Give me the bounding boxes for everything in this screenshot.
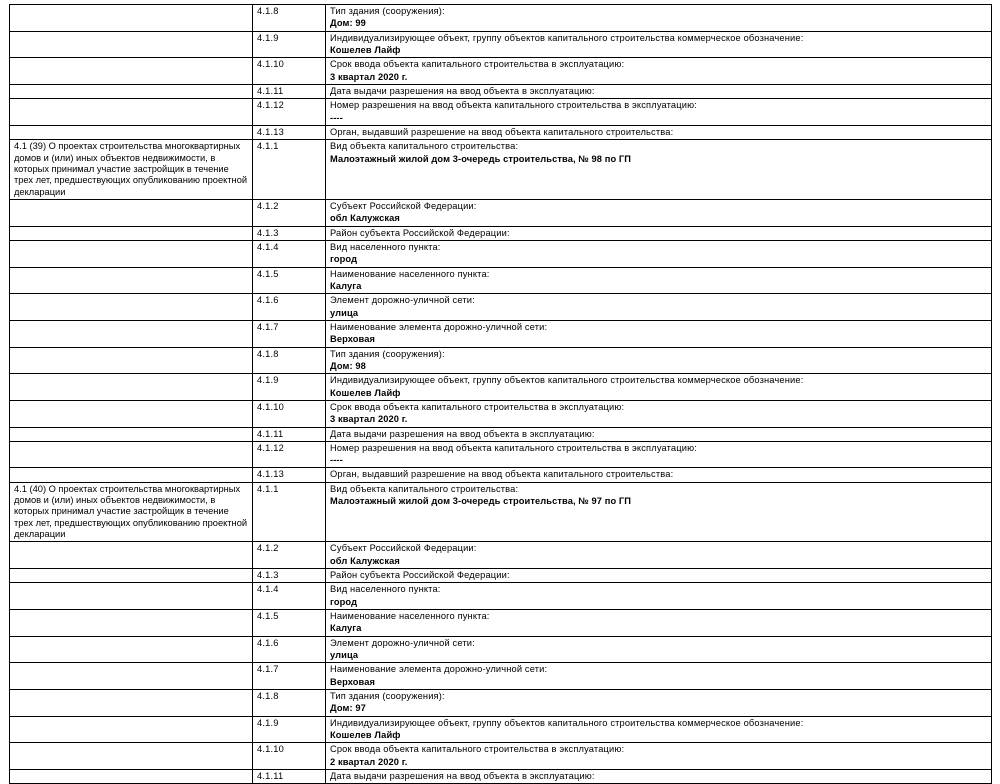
section-empty-cell: [10, 99, 253, 126]
field-value-cell: [326, 636, 992, 663]
table-row: [10, 226, 992, 240]
section-empty-cell: [10, 84, 253, 98]
field-code-cell: 4.1.12: [253, 99, 326, 126]
field-code-cell: 4.1.2: [253, 199, 326, 226]
table-row: [10, 690, 992, 717]
table-row: [10, 58, 992, 85]
field-value-cell: [326, 542, 992, 569]
field-value: Дом: 98: [330, 360, 366, 371]
field-code-cell: 4.1.10: [253, 743, 326, 770]
field-value: обл Калужская: [330, 213, 400, 224]
table-row: [10, 240, 992, 267]
field-value-cell: [326, 716, 992, 743]
field-value-cell: [326, 743, 992, 770]
field-value: ----: [330, 455, 343, 466]
table-row: [10, 427, 992, 441]
section-empty-cell: [10, 569, 253, 583]
field-label: Вид населенного пункта:: [330, 241, 441, 252]
field-label: Срок ввода объекта капитального строительства в эксплуатацию:: [330, 59, 625, 70]
field-label: Индивидуализирующее объект, группу объектов капитального строительства коммерческое обозначение:: [330, 717, 804, 728]
field-value: Верховая: [330, 676, 376, 687]
field-value-cell: [326, 441, 992, 468]
field-value-cell: [326, 125, 992, 139]
field-code-cell: 4.1.5: [253, 610, 326, 637]
field-value: Кошелев Лайф: [330, 44, 401, 55]
table-row: [10, 84, 992, 98]
field-value-cell: [326, 690, 992, 717]
field-value: Калуга: [330, 623, 362, 634]
field-code-cell: 4.1.2: [253, 542, 326, 569]
field-code-cell: 4.1.7: [253, 663, 326, 690]
section-empty-cell: [10, 663, 253, 690]
table-row: [10, 569, 992, 583]
field-value: Малоэтажный жилой дом 3-очередь строительства, № 98 по ГП: [330, 153, 632, 164]
table-row: [10, 5, 992, 32]
field-value: улица: [330, 307, 359, 318]
section-title-cell: 4.1 (40) О проектах строительства многоквартирных домов и (или) иных объектов недвижимости, в которых принимал участие застройщик в течение трех лет, предшествующих опубликованию проектной декларации: [10, 482, 253, 542]
field-value: город: [330, 254, 358, 265]
field-code-cell: 4.1.1: [253, 482, 326, 542]
field-label: Дата выдачи разрешения на ввод объекта в эксплуатацию:: [330, 428, 595, 439]
table-row: [10, 374, 992, 401]
section-empty-cell: [10, 690, 253, 717]
section-empty-cell: [10, 31, 253, 58]
section-empty-cell: [10, 716, 253, 743]
declaration-table-body: [10, 5, 992, 784]
table-row: [10, 31, 992, 58]
field-code-cell: 4.1.11: [253, 770, 326, 784]
field-label: Элемент дорожно-уличной сети:: [330, 637, 475, 648]
field-label: Срок ввода объекта капитального строительства в эксплуатацию:: [330, 401, 625, 412]
section-empty-cell: [10, 636, 253, 663]
field-label: Номер разрешения на ввод объекта капитального строительства в эксплуатацию:: [330, 442, 697, 453]
section-empty-cell: [10, 199, 253, 226]
field-code-cell: 4.1.1: [253, 140, 326, 200]
field-value: Кошелев Лайф: [330, 387, 401, 398]
section-empty-cell: [10, 542, 253, 569]
section-empty-cell: [10, 226, 253, 240]
field-value: улица: [330, 650, 359, 661]
table-row: [10, 99, 992, 126]
table-row: [10, 125, 992, 139]
field-value: Кошелев Лайф: [330, 730, 401, 741]
field-code-cell: 4.1.9: [253, 716, 326, 743]
table-row: [10, 347, 992, 374]
field-code-cell: 4.1.4: [253, 583, 326, 610]
field-code-cell: 4.1.6: [253, 636, 326, 663]
table-row: [10, 441, 992, 468]
table-row: [10, 468, 992, 482]
field-label: Элемент дорожно-уличной сети:: [330, 295, 475, 306]
field-value-cell: [326, 294, 992, 321]
field-label: Район субъекта Российской Федерации:: [330, 227, 510, 238]
field-code-cell: 4.1.11: [253, 427, 326, 441]
field-value-cell: [326, 226, 992, 240]
field-value: Верховая: [330, 334, 376, 345]
section-empty-cell: [10, 743, 253, 770]
section-empty-cell: [10, 240, 253, 267]
field-value-cell: [326, 482, 992, 542]
field-label: Орган, выдавший разрешение на ввод объекта капитального строительства:: [330, 126, 674, 137]
field-code-cell: 4.1.4: [253, 240, 326, 267]
document-page: [0, 4, 1000, 782]
table-row: [10, 482, 992, 542]
field-label: Район субъекта Российской Федерации:: [330, 570, 510, 581]
field-label: Индивидуализирующее объект, группу объектов капитального строительства коммерческое обозначение:: [330, 375, 804, 386]
section-empty-cell: [10, 468, 253, 482]
field-label: Субъект Российской Федерации:: [330, 543, 477, 554]
field-label: Наименование элемента дорожно-уличной сети:: [330, 664, 548, 675]
field-value: Малоэтажный жилой дом 3-очередь строительства, № 97 по ГП: [330, 496, 632, 507]
field-value: 3 квартал 2020 г.: [330, 71, 408, 82]
table-row: [10, 716, 992, 743]
field-value: обл Калужская: [330, 555, 400, 566]
section-empty-cell: [10, 374, 253, 401]
table-row: [10, 400, 992, 427]
field-label: Дата выдачи разрешения на ввод объекта в эксплуатацию:: [330, 771, 595, 782]
section-empty-cell: [10, 125, 253, 139]
field-value-cell: [326, 770, 992, 784]
field-code-cell: 4.1.9: [253, 374, 326, 401]
field-code-cell: 4.1.3: [253, 569, 326, 583]
field-label: Вид населенного пункта:: [330, 584, 441, 595]
section-empty-cell: [10, 583, 253, 610]
field-value-cell: [326, 99, 992, 126]
field-label: Тип здания (сооружения):: [330, 6, 445, 16]
section-empty-cell: [10, 58, 253, 85]
table-row: [10, 610, 992, 637]
section-empty-cell: [10, 320, 253, 347]
field-value-cell: [326, 84, 992, 98]
field-value-cell: [326, 58, 992, 85]
field-code-cell: 4.1.8: [253, 347, 326, 374]
field-code-cell: 4.1.3: [253, 226, 326, 240]
field-code-cell: 4.1.11: [253, 84, 326, 98]
table-row: [10, 294, 992, 321]
table-row: [10, 320, 992, 347]
section-empty-cell: [10, 294, 253, 321]
section-empty-cell: [10, 610, 253, 637]
field-value: Дом: 99: [330, 18, 366, 29]
field-code-cell: 4.1.12: [253, 441, 326, 468]
field-value-cell: [326, 347, 992, 374]
field-code-cell: 4.1.13: [253, 468, 326, 482]
field-label: Наименование элемента дорожно-уличной сети:: [330, 321, 548, 332]
table-row: [10, 663, 992, 690]
field-value: Дом: 97: [330, 703, 366, 714]
field-label: Наименование населенного пункта:: [330, 268, 490, 279]
field-value: Калуга: [330, 280, 362, 291]
field-label: Номер разрешения на ввод объекта капитального строительства в эксплуатацию:: [330, 100, 697, 111]
field-value-cell: [326, 427, 992, 441]
table-row: [10, 542, 992, 569]
field-label: Тип здания (сооружения):: [330, 348, 445, 359]
field-code-cell: 4.1.5: [253, 267, 326, 294]
field-label: Вид объекта капитального строительства:: [330, 141, 519, 152]
field-code-cell: 4.1.6: [253, 294, 326, 321]
table-row: [10, 140, 992, 200]
field-code-cell: 4.1.8: [253, 690, 326, 717]
section-empty-cell: [10, 400, 253, 427]
field-code-cell: 4.1.10: [253, 58, 326, 85]
field-value-cell: [326, 240, 992, 267]
field-code-cell: 4.1.10: [253, 400, 326, 427]
table-row: [10, 583, 992, 610]
field-label: Тип здания (сооружения):: [330, 691, 445, 702]
field-label: Субъект Российской Федерации:: [330, 200, 477, 211]
field-value: ----: [330, 112, 343, 123]
section-empty-cell: [10, 441, 253, 468]
field-value-cell: [326, 267, 992, 294]
field-label: Дата выдачи разрешения на ввод объекта в эксплуатацию:: [330, 85, 595, 96]
field-label: Индивидуализирующее объект, группу объектов капитального строительства коммерческое обозначение:: [330, 32, 804, 43]
section-empty-cell: [10, 770, 253, 784]
field-label: Вид объекта капитального строительства:: [330, 483, 519, 494]
field-code-cell: 4.1.9: [253, 31, 326, 58]
section-empty-cell: [10, 267, 253, 294]
table-row: [10, 199, 992, 226]
field-value-cell: [326, 320, 992, 347]
field-code-cell: 4.1.7: [253, 320, 326, 347]
field-value-cell: [326, 374, 992, 401]
field-value: 2 квартал 2020 г.: [330, 756, 408, 767]
field-code-cell: 4.1.8: [253, 5, 326, 32]
field-label: Срок ввода объекта капитального строительства в эксплуатацию:: [330, 744, 625, 755]
field-value-cell: [326, 199, 992, 226]
field-code-cell: 4.1.13: [253, 125, 326, 139]
field-value: город: [330, 596, 358, 607]
field-value-cell: [326, 140, 992, 200]
section-empty-cell: [10, 347, 253, 374]
table-row: [10, 743, 992, 770]
field-value-cell: [326, 569, 992, 583]
field-value-cell: [326, 583, 992, 610]
field-label: Наименование населенного пункта:: [330, 611, 490, 622]
field-value-cell: [326, 663, 992, 690]
table-row: [10, 770, 992, 784]
field-value-cell: [326, 5, 992, 32]
field-value-cell: [326, 31, 992, 58]
field-value-cell: [326, 610, 992, 637]
declaration-table: [9, 4, 992, 784]
field-value: 3 квартал 2020 г.: [330, 414, 408, 425]
field-value-cell: [326, 400, 992, 427]
section-title-cell: 4.1 (39) О проектах строительства многоквартирных домов и (или) иных объектов недвижимости, в которых принимал участие застройщик в течение трех лет, предшествующих опубликованию проектной декларации: [10, 140, 253, 200]
section-empty-cell: [10, 427, 253, 441]
section-empty-cell: [10, 5, 253, 32]
table-row: [10, 267, 992, 294]
field-label: Орган, выдавший разрешение на ввод объекта капитального строительства:: [330, 469, 674, 480]
field-value-cell: [326, 468, 992, 482]
table-row: [10, 636, 992, 663]
